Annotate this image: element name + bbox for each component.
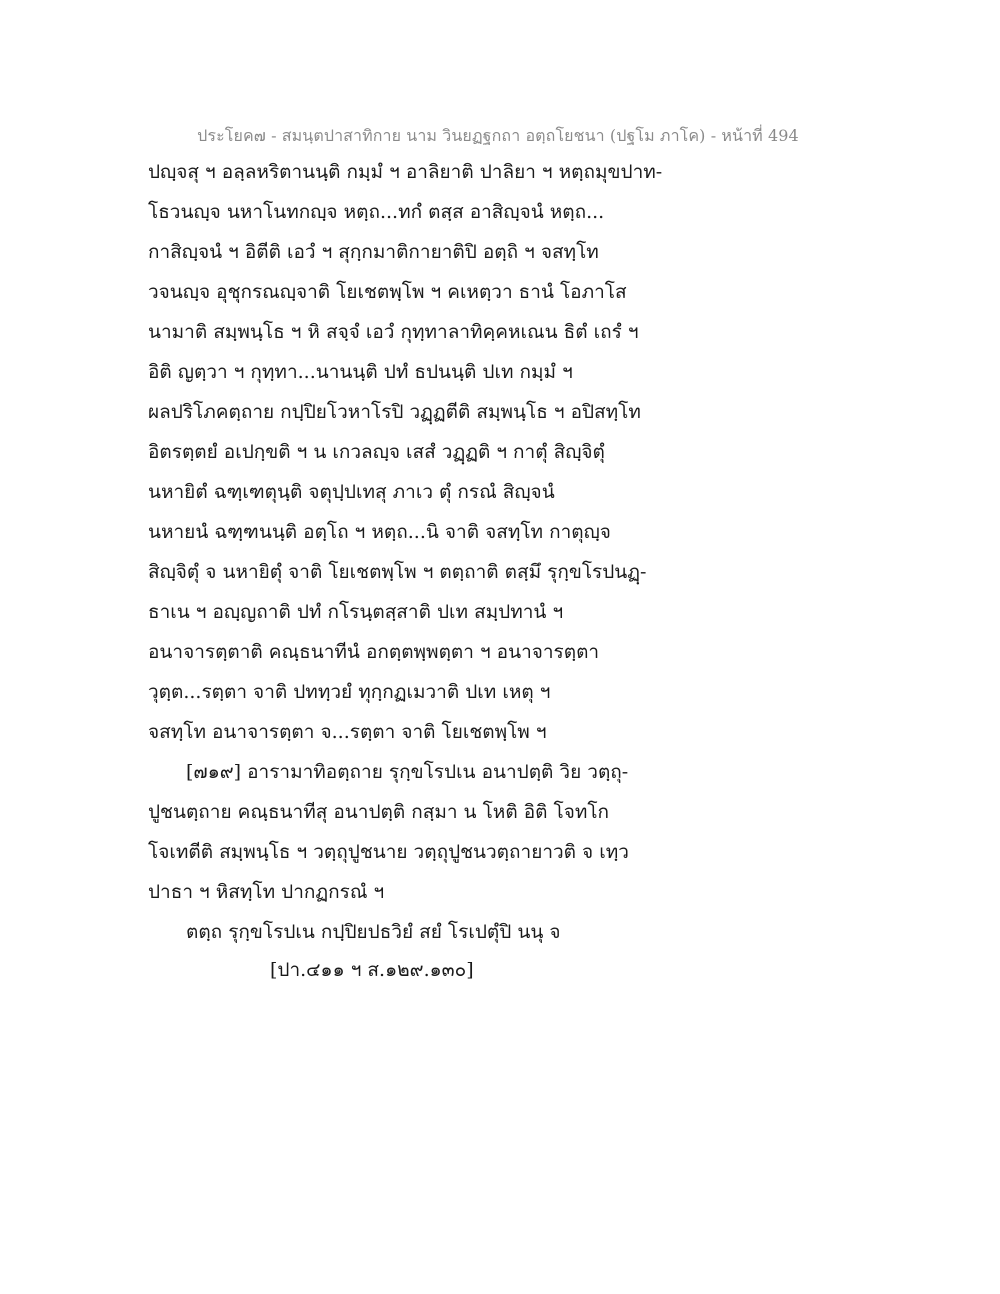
text-line: วจนญฺจ อุชุกรณญฺจาติ โยเชตพฺโพ ฯ คเหตฺวา ธานํ โอภาโส: [148, 281, 627, 303]
text-line: อนาจารตฺตาติ คณฺธนาทีนํ อกตฺตพฺพตฺตา ฯ อนาจารตฺตา: [148, 641, 600, 663]
text-line: วุตฺต...รตฺตา จาติ ปททฺวยํ ทุกฺกฏเมวาติ ปเท เหตุ ฯ: [148, 681, 551, 703]
text-line: นหายนํ ฉฑฺฑนนฺติ อตฺโถ ฯ หตฺถ...นิ จาติ จสทฺโท กาตุญฺจ: [148, 521, 611, 543]
text-line: จสทฺโท อนาจารตฺตา จ...รตฺตา จาติ โยเชตพฺโพ ฯ: [148, 721, 547, 743]
running-header: ประโยค๗ - สมนฺตปาสาทิกาย นาม วินยฏฐกถา อตฺถโยชนา (ปฐโม ภาโค) - หน้าที่ 494: [197, 126, 799, 145]
text-line: โจเทตีติ สมฺพนฺโธ ฯ วตฺถุปูชนาย วตฺถุปูชนวตฺถายาวติ จ เทฺว: [148, 841, 629, 863]
text-line: อิติ ญตฺวา ฯ กุทฺทา...นานนฺติ ปทํ ธปนนฺติ ปเท กมฺมํ ฯ: [148, 361, 573, 383]
text-line: สิญฺจิตุํ จ นหายิตุํ จาติ โยเชตพฺโพ ฯ ตตฺถาติ ตสฺมึ รุกฺขโรปนฏฺ-: [148, 561, 647, 583]
text-line: กาสิญฺจนํ ฯ อิตีติ เอวํ ฯ สุกฺกมาติกายาติปิ อตฺถิ ฯ จสทฺโท: [148, 241, 599, 263]
text-line: ธาเน ฯ อญฺญถาติ ปทํ กโรนฺตสฺสาติ ปเท สมฺปทานํ ฯ: [148, 601, 564, 623]
page-reference: [ปา.๔๑๑ ฯ ส.๑๒๙.๑๓๐]: [270, 959, 474, 981]
body-text: [148, 158, 848, 958]
text-line: ปูชนตฺถาย คณฺธนาทีสุ อนาปตฺติ กสฺมา น โหติ อิติ โจทโก: [148, 801, 610, 823]
text-line: ปาธา ฯ หิสทฺโท ปากฏกรณํ ฯ: [148, 881, 385, 903]
text-line: นหายิตํ ฉฑฺเฑตุนฺติ จตุปฺปเทสุ ภาเว ตุํ กรณํ สิญฺจนํ: [148, 481, 555, 503]
text-line: ผลปริโภคตฺถาย กปฺปิยโวหาโรปิ วฏฺฏตีติ สมฺพนฺโธ ฯ อปิสทฺโท: [148, 401, 641, 423]
text-line: อิตรตฺตยํ อเปกฺขติ ฯ น เกวลญฺจ เสสํ วฏฺฏติ ฯ กาตุํ สิญฺจิตุํ: [148, 441, 605, 463]
text-line: นามาติ สมฺพนฺโธ ฯ หิ สจฺจํ เอวํ กุทฺทาลาทิคฺคหเณน ธิตํ เถรํ ฯ: [148, 321, 639, 343]
text-line: โธวนญฺจ นหาโนทกญฺจ หตฺถ...ทกํ ตสฺส อาสิญฺจนํ หตฺถ...: [148, 201, 605, 223]
paragraph-start-line: [๗๑๙] อารามาทิอตฺถาย รุกฺขโรปเน อนาปตฺติ วิย วตฺถุ-: [186, 761, 629, 783]
paragraph-start-line: ตตฺถ รุกฺขโรปเน กปฺปิยปธวิยํ สยํ โรเปตุํปิ นนุ จ: [186, 921, 561, 943]
text-line: ปญฺจสุ ฯ อลฺลหริตานนฺติ กมฺมํ ฯ อาลิยาติ ปาลิยา ฯ หตฺถมุขปาท-: [148, 161, 663, 183]
